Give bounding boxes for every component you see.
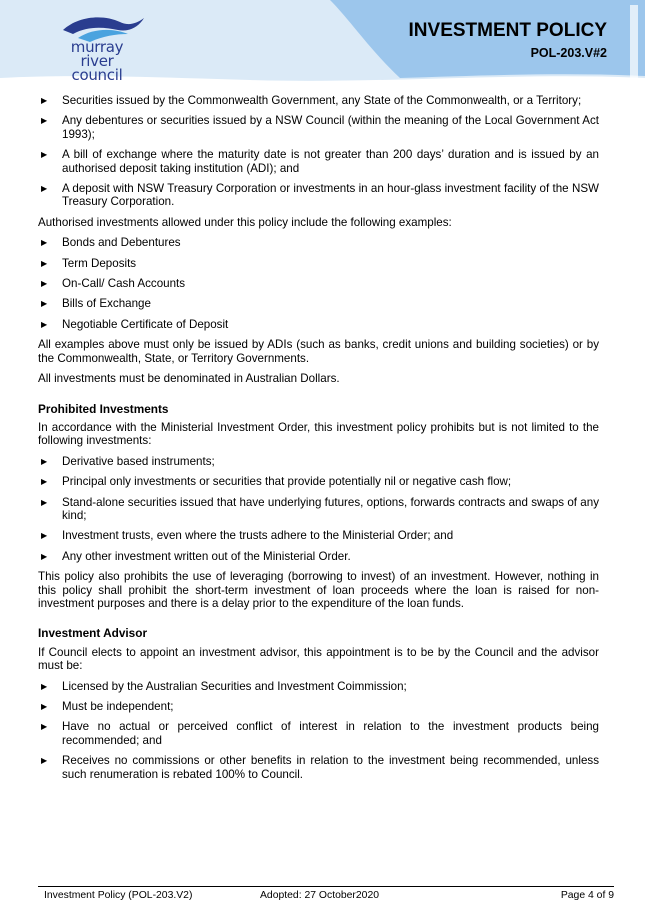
list-item: ▶ Principal only investments or securities that provide potentially nil or negative cash flow; <box>41 475 512 489</box>
org-name-line2: council <box>71 66 123 84</box>
page-header <box>0 0 645 90</box>
list-item: ▶ Negotiable Certificate of Deposit <box>41 317 229 331</box>
list-item: ▶ Investment trusts, even where the trusts adhere to the Ministerial Order; and <box>41 529 454 543</box>
bullet-arrow-icon: ▶ <box>41 116 48 126</box>
paragraph: All investments must be denominated in Australian Dollars. <box>38 372 340 386</box>
paragraph: This policy also prohibits the use of leveraging (borrowing to invest) of an investment. However, nothing in this policy shall prohibit the short-term investment of loan proceeds where the loan is raised for non-investment purposes and there is a delay prior to the expenditure of the loan funds. <box>38 570 599 610</box>
bullet-arrow-icon: ▶ <box>41 756 48 766</box>
list-item: ▶ Have no actual or perceived conflict of interest in relation to the investment products being recommended; and <box>41 720 599 747</box>
bullet-arrow-icon: ▶ <box>41 456 48 466</box>
authorised-examples-list <box>38 236 599 331</box>
bullet-arrow-icon: ▶ <box>41 150 48 160</box>
document-code: POL-203.V#2 <box>530 46 607 60</box>
bullet-arrow-icon: ▶ <box>41 531 48 541</box>
list-item: ▶ A bill of exchange where the maturity date is not greater than 200 days’ duration and is issued by an authorised deposit taking institution (ADI); and <box>41 148 599 175</box>
bullet-arrow-icon: ▶ <box>41 477 48 487</box>
bullet-arrow-icon: ▶ <box>41 96 48 105</box>
footer-adopted-date: Adopted: 27 October2020 <box>260 890 380 901</box>
paragraph: Authorised investments allowed under this policy include the following examples: <box>38 215 452 229</box>
list-item: ▶ Stand-alone securities issued that have underlying futures, options, forwards contracts and swaps of any kind; <box>41 495 599 522</box>
council-logo-text <box>52 40 142 82</box>
bullet-arrow-icon: ▶ <box>41 258 48 268</box>
prohibited-list <box>38 455 599 563</box>
bullet-arrow-icon: ▶ <box>41 184 48 194</box>
list-item: ▶ Any other investment written out of the Ministerial Order. <box>41 549 351 563</box>
list-item: ▶ On-Call/ Cash Accounts <box>41 277 186 291</box>
list-item: ▶ A deposit with NSW Treasury Corporation or investments in an hour-glass investment facility of the NSW Treasury Corporation. <box>41 182 599 209</box>
list-item: ▶ Derivative based instruments; <box>41 454 215 468</box>
bullet-arrow-icon: ▶ <box>41 299 48 309</box>
bullet-arrow-icon: ▶ <box>41 702 48 711</box>
paragraph: If Council elects to appoint an investment advisor, this appointment is to be by the Council and the advisor must be: <box>38 645 599 673</box>
org-name-line1: murray river <box>70 38 124 70</box>
advisor-requirements-list <box>38 680 599 781</box>
list-item: ▶ Bills of Exchange <box>41 297 151 311</box>
page-content <box>38 94 599 788</box>
paragraph: In accordance with the Ministerial Investment Order, this investment policy prohibits but is not limited to the following investments: <box>38 420 599 448</box>
bullet-arrow-icon: ▶ <box>41 551 48 561</box>
authorised-securities-list <box>38 94 599 209</box>
bullet-arrow-icon: ▶ <box>41 279 48 289</box>
page-footer <box>38 886 614 901</box>
bullet-arrow-icon: ▶ <box>41 681 48 691</box>
paragraph: All examples above must only be issued by ADIs (such as banks, credit unions and building societies) or by the Commonwealth, State, or Territory Governments. <box>38 338 599 365</box>
footer-page-number: Page 4 of 9 <box>560 890 614 901</box>
bullet-arrow-icon: ▶ <box>41 319 48 329</box>
list-item: ▶ Must be independent; <box>41 700 174 713</box>
section-heading-advisor: Investment Advisor <box>38 626 148 641</box>
list-item: ▶ Bonds and Debentures <box>41 236 181 250</box>
list-item: ▶ Licensed by the Australian Securities and Investment Coimmission; <box>41 679 407 693</box>
footer-document-name: Investment Policy (POL-203.V2) <box>44 890 193 901</box>
list-item: ▶ Securities issued by the Commonwealth Government, any State of the Commonwealth, or a Territory; <box>41 94 582 107</box>
bullet-arrow-icon: ▶ <box>41 722 48 732</box>
section-heading-prohibited: Prohibited Investments <box>38 401 169 416</box>
list-item: ▶ Term Deposits <box>41 256 137 270</box>
bullet-arrow-icon: ▶ <box>41 238 48 248</box>
bullet-arrow-icon: ▶ <box>41 497 48 507</box>
list-item: ▶ Any debentures or securities issued by a NSW Council (within the meaning of the Local Government Act 1993); <box>41 114 599 141</box>
document-title: INVESTMENT POLICY <box>408 20 607 41</box>
list-item: ▶ Receives no commissions or other benefits in relation to the investment being recommended, unless such renumeration is rebated 100% to Council. <box>41 754 599 781</box>
